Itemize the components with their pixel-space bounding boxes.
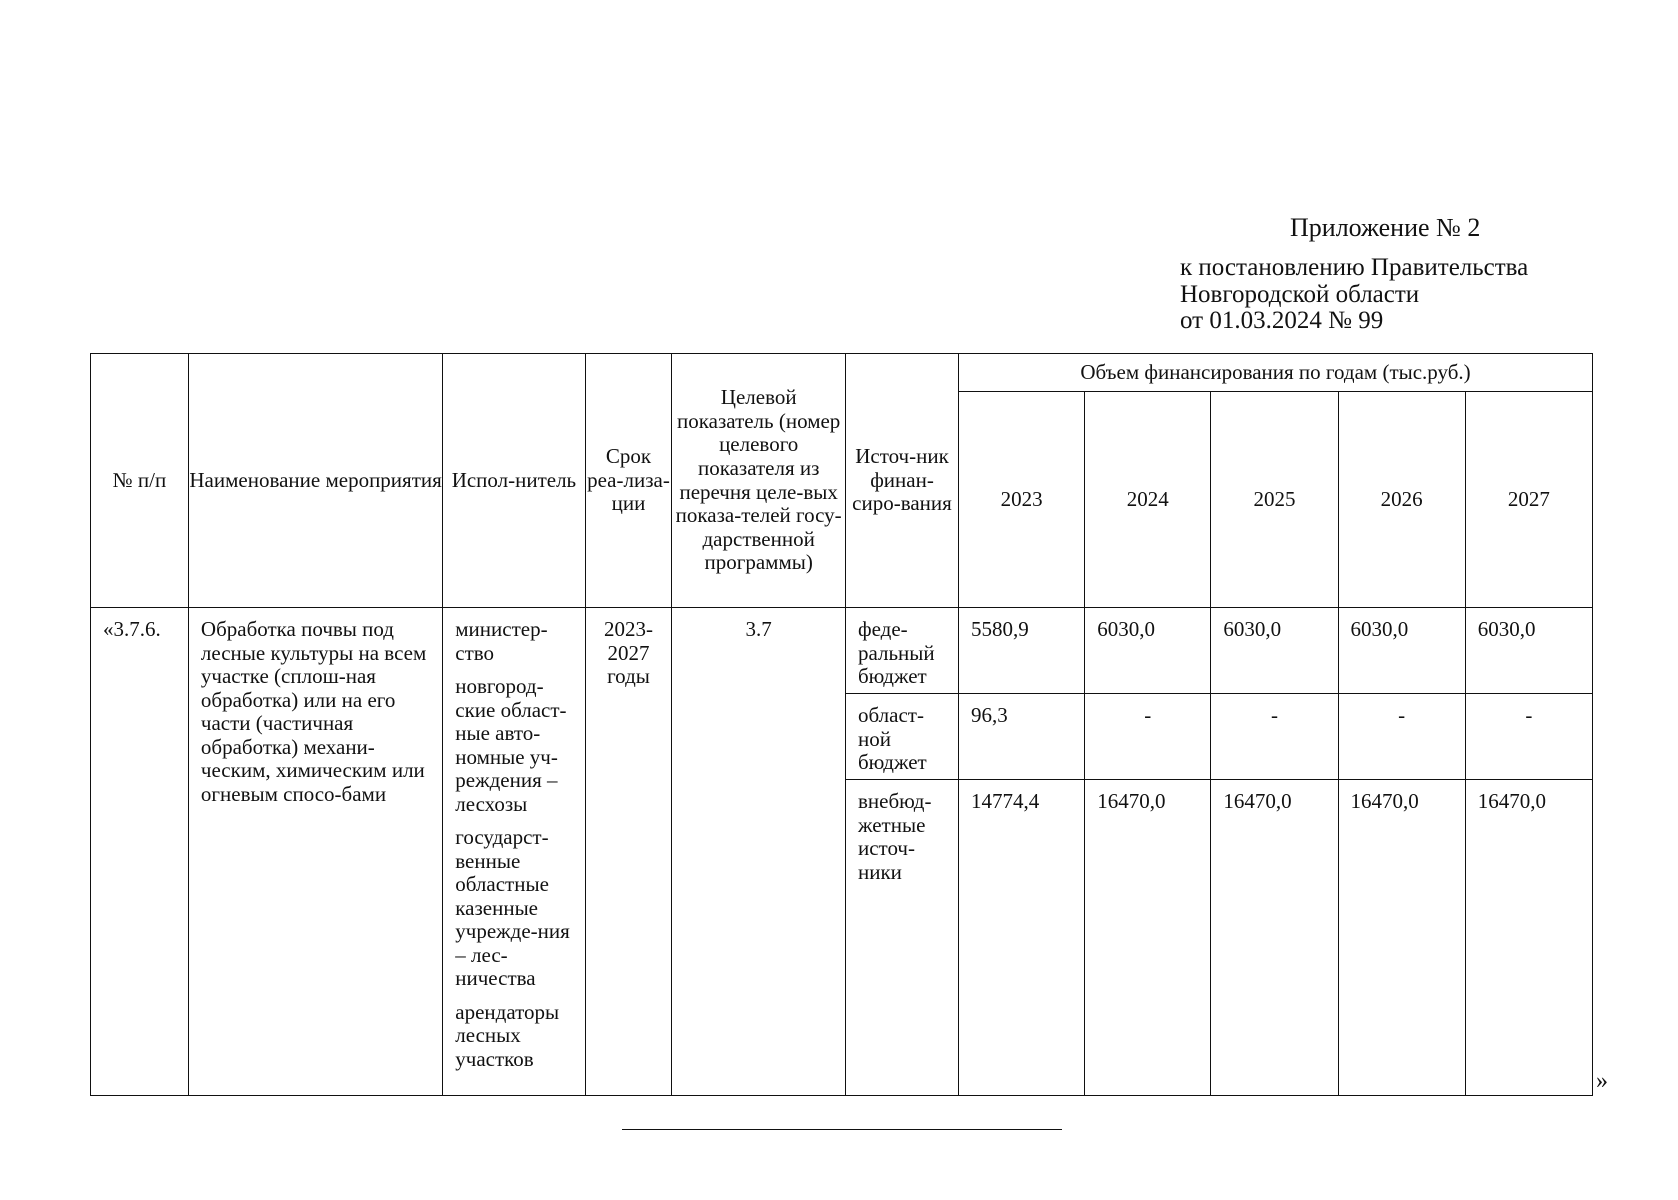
extrabudgetary-2023: 14774,4 <box>959 780 1085 1096</box>
regional-2024: - <box>1085 694 1211 780</box>
federal-2024: 6030,0 <box>1085 608 1211 694</box>
source-extrabudgetary: внебюд-жетные источ-ники <box>845 780 958 1096</box>
header-year-2025: 2025 <box>1211 392 1338 608</box>
row-num: «3.7.6. <box>91 608 189 1096</box>
extrabudgetary-2025: 16470,0 <box>1211 780 1338 1096</box>
source-federal: феде-ральный бюджет <box>845 608 958 694</box>
appendix-line-2: Новгородской области <box>1180 280 1420 308</box>
header-num: № п/п <box>91 354 189 608</box>
executor-lesnichestva: государст-венные областные казенные учрежде-ния – лес-ничества <box>455 825 570 991</box>
regional-2027: - <box>1465 694 1592 780</box>
regional-2025: - <box>1211 694 1338 780</box>
federal-2026: 6030,0 <box>1338 608 1465 694</box>
header-year-2024: 2024 <box>1085 392 1211 608</box>
appendix-title: Приложение № 2 <box>1290 213 1481 242</box>
appendix-line-3: от 01.03.2024 № 99 <box>1180 306 1384 334</box>
appendix-line-1: к постановлению Правительства <box>1180 254 1529 282</box>
executor-tenants: арендаторы лесных участков <box>455 999 560 1071</box>
source-regional: област-ной бюджет <box>845 694 958 780</box>
header-name: Наименование мероприятия <box>188 354 442 608</box>
header-period: Срок реа-лиза-ции <box>585 354 672 608</box>
header-year-2027: 2027 <box>1465 392 1592 608</box>
footer-divider <box>622 1129 1062 1130</box>
closing-quote-mark: » <box>1596 1068 1608 1094</box>
federal-2027: 6030,0 <box>1465 608 1592 694</box>
federal-2023: 5580,9 <box>959 608 1085 694</box>
executor-ministry: министер-ство <box>455 617 548 665</box>
regional-2026: - <box>1338 694 1465 780</box>
header-executor: Испол-нитель <box>443 354 585 608</box>
executor-leskhozy: новгород-ские област-ные авто-номные уч-реждения – лесхозы <box>455 674 567 816</box>
row-target: 3.7 <box>672 608 846 1096</box>
extrabudgetary-2024: 16470,0 <box>1085 780 1211 1096</box>
header-funding-group: Объем финансирования по годам (тыс.руб.) <box>959 354 1593 392</box>
funding-table <box>90 353 1593 1096</box>
regional-2023: 96,3 <box>959 694 1085 780</box>
table-row <box>91 608 1593 694</box>
row-executors <box>443 608 585 1096</box>
header-year-2026: 2026 <box>1338 392 1465 608</box>
table-header-row-1 <box>91 354 1593 392</box>
extrabudgetary-2026: 16470,0 <box>1338 780 1465 1096</box>
header-source: Источ-ник финан-сиро-вания <box>845 354 958 608</box>
row-period: 2023-2027 годы <box>585 608 672 1096</box>
header-year-2023: 2023 <box>959 392 1085 608</box>
row-name: Обработка почвы под лесные культуры на всем участке (сплош-ная обработка) или на его части (частичная обработка) механи-ческим, химическим или огневым спосо-бами <box>188 608 442 1096</box>
header-target: Целевой показатель (номер целевого показателя из перечня целе-вых показа-телей госу-дарственной программы) <box>672 354 846 608</box>
appendix-header <box>1180 214 1600 334</box>
federal-2025: 6030,0 <box>1211 608 1338 694</box>
extrabudgetary-2027: 16470,0 <box>1465 780 1592 1096</box>
